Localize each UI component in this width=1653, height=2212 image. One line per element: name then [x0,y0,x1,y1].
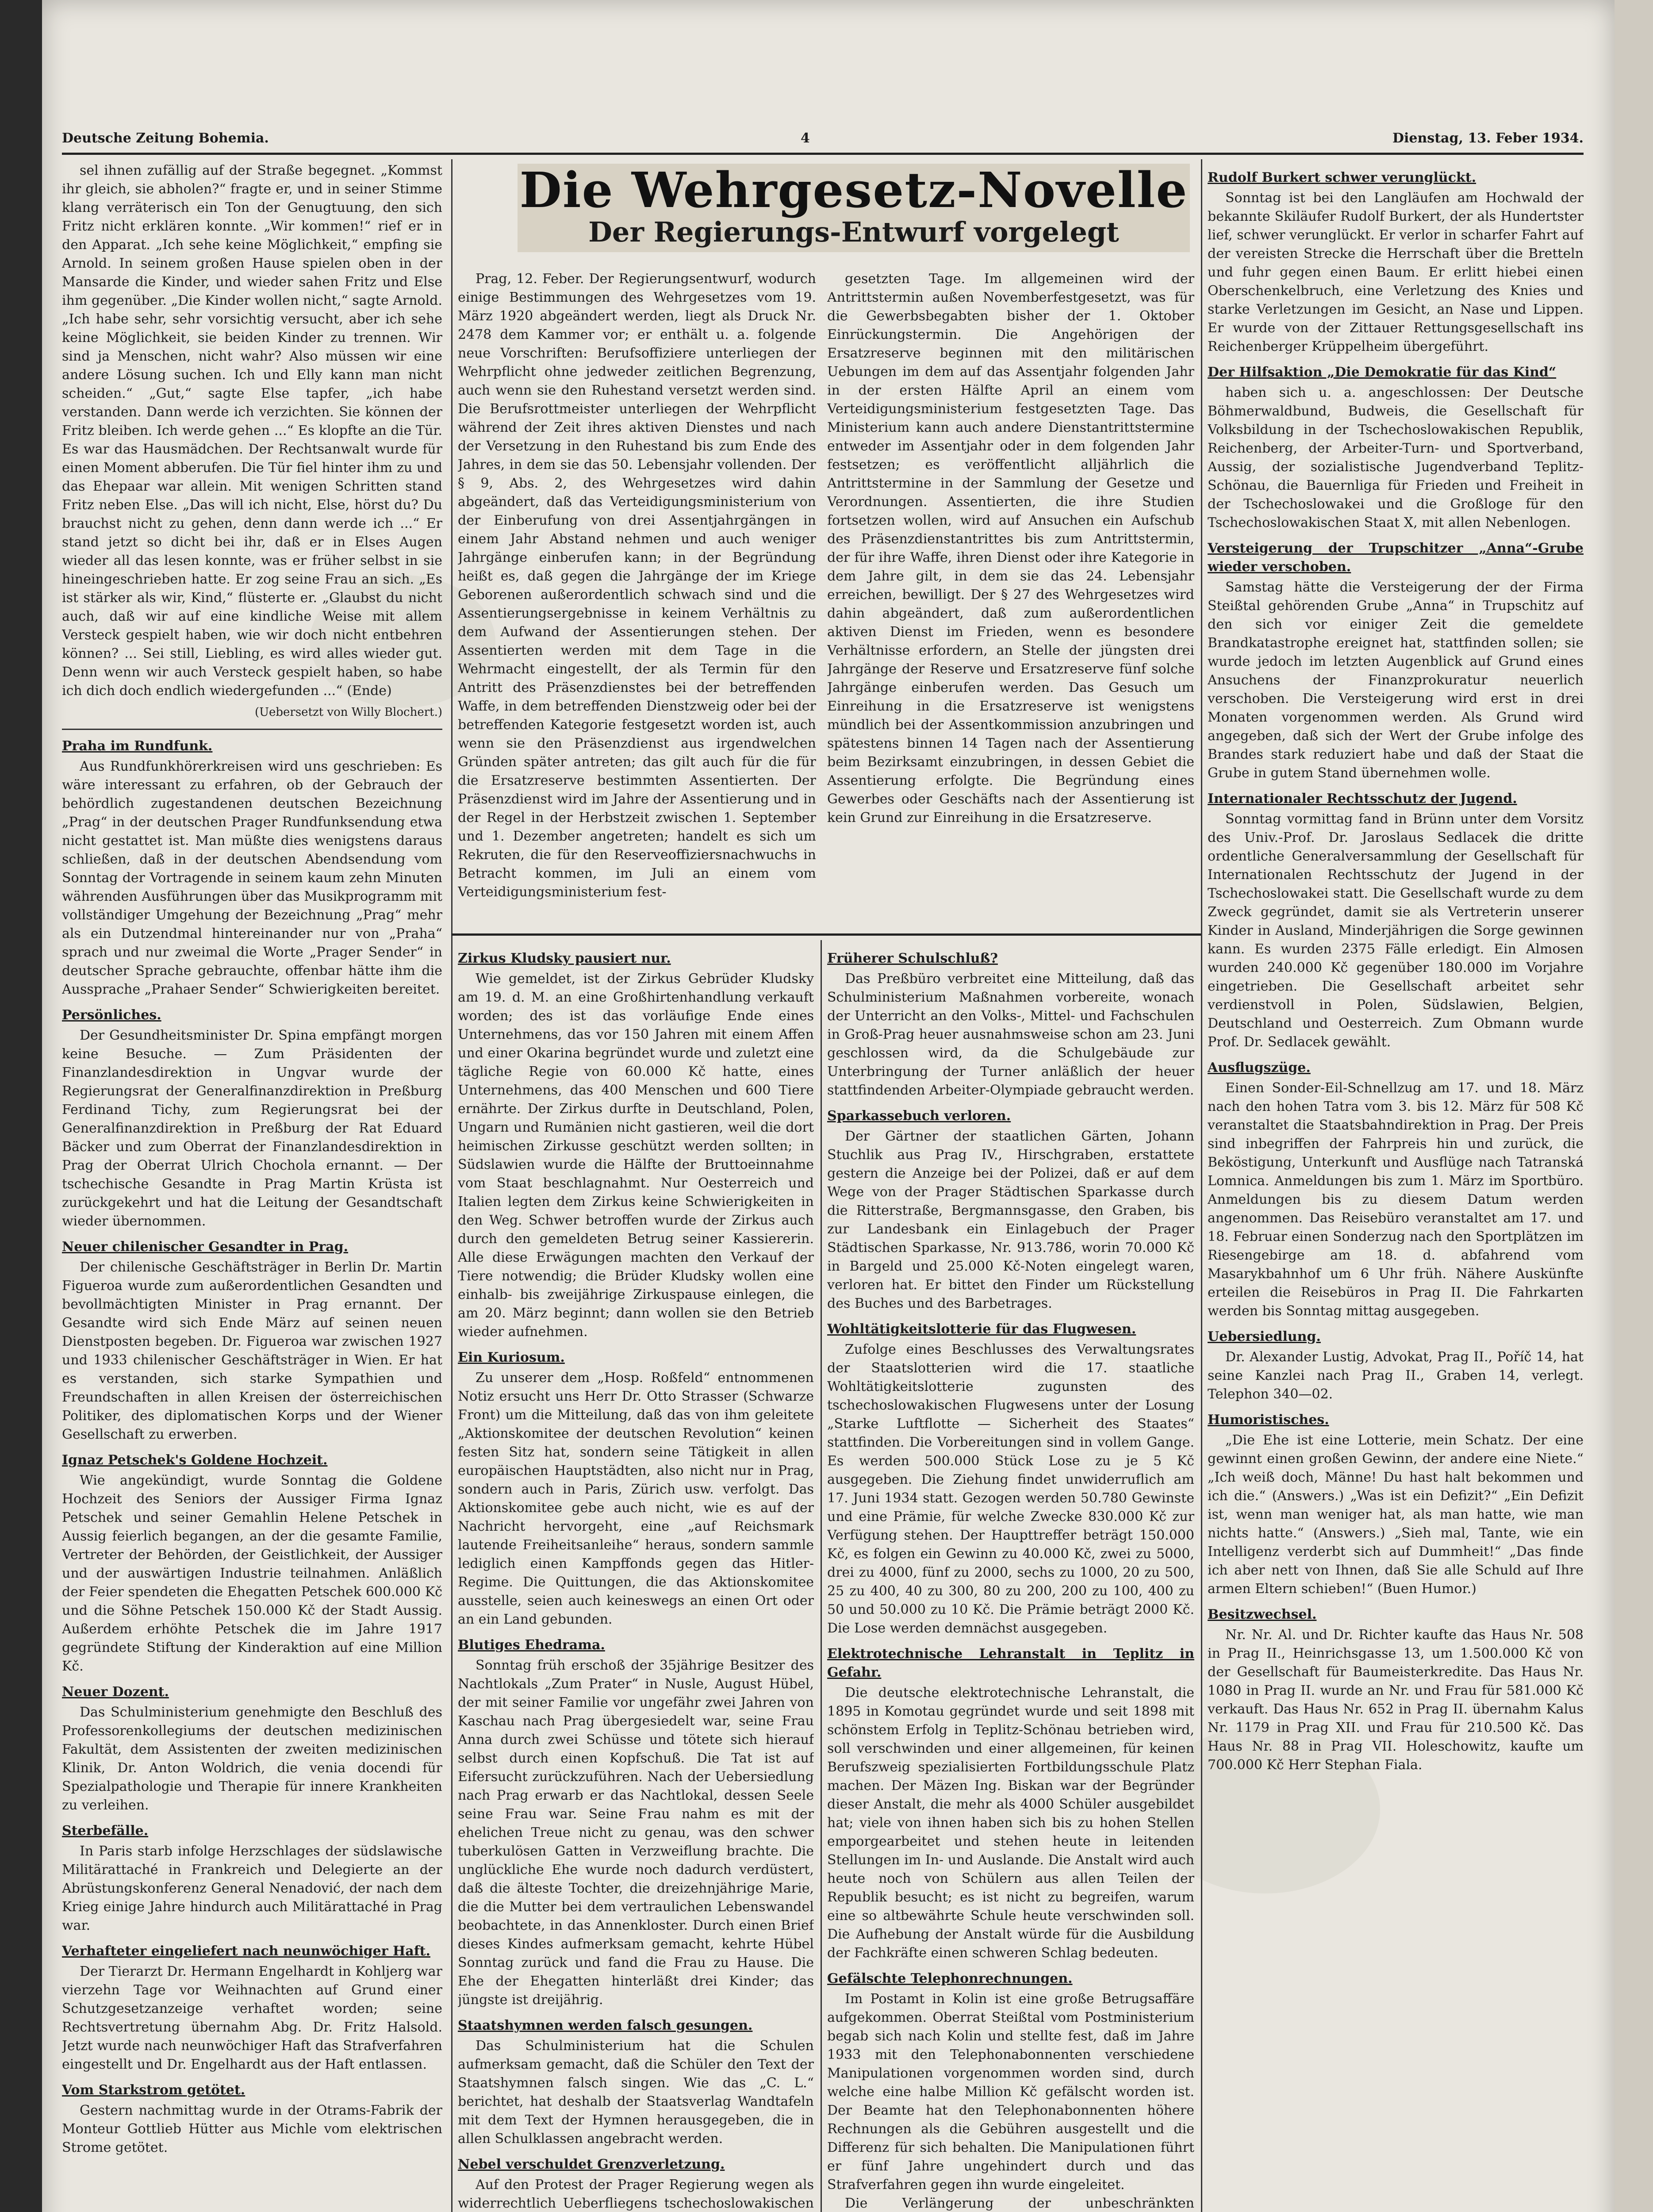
lead-text-b: gesetzten Tage. Im allgemeinen wird der Antrittstermin außen Novemberfestgesetzt, was für die Gewerbsbegabten bisher der 1. Oktober Einrückungstermin. Die Angehörigen der Ersatzreserve beginnen mit den militärischen Uebungen im dem auf das Assentjahr folgenden Jahr in der ersten Hälfte April an einem vom Verteidigungsministerium festgesetzten Tage. Das Ministerium kann auch andere Dienstantrittstermine entweder im Assentjahr oder in dem folgenden Jahr festsetzen; es veröffentlicht alljährlich die Antrittstermine in der Sammlung der Gesetze und Verordnungen. Assentierten, die ihre Studien fortsetzen wollen, wird auf Ansuchen ein Aufschub des Präsenzdienstantrittes bis zum Antrittstermin, der für ihre Waffe, ihren Dienst oder ihre Kategorie in dem Jahre gilt, in dem sie das 24. Lebensjahr erreichen, bewilligt. Der § 27 des Wehrgesetzes wird dahin abgeändert, daß zum außerordentlichen aktiven Dienst im Frieden, wenn es besondere Verhältnisse erfordern, an Stelle der jüngsten drei Jahrgänge der Reserve und Ersatzreserve fünf solche Jahrgänge einberufen werden. Das Gesuch um Einreihung in die Ersatzreserve ist wenigstens mündlich bei der Assentkommission anzubringen und spätestens binnen 14 Tagen nach der Assentierung beim Bezirksamt einzubringen, in dessen Gebiet die Assentierung erfolgte. Die Begründung eines Gewerbes oder Geschäfts nach der Assentierung ist kein Grund zur Einreihung in die Ersatzreserve. [827,271,1194,826]
radio-text: Aus Rundfunkhörerkreisen wird uns geschrieben: Es wäre interessant zu erfahren, ob der Gebrauch der behördlich zugestandenen deutschen Bezeichnung „Prag“ in der deutschen Prager Rundfunksendung etwa nicht gestattet ist. Man müßte dies wenigstens daraus schließen, daß in der deutschen Abendsendung vom Sonntag der Vortragende in seinem kaum zehn Minuten währenden Ausführungen über das Musikprogramm mit vollständiger Umgehung der Bezeichnung „Prag“ mehr als ein Dutzendmal hintereinander nur von „Praha“ sprach und nur zweimal die Worte „Prager Sender“ in deutscher Sprache gebrauchte, offenbar hätte ihm die Aussprache „Prahaer Sender“ Schwierigkeiten bereitet. [62,759,442,997]
heading-lotto: Wohltätigkeitslotterie für das Flugwesen. [827,1321,1136,1337]
heading-strom: Vom Starkstrom getötet. [62,2082,245,2098]
heading-radio: Praha im Rundfunk. [62,738,213,754]
footer-note: Die Verlängerung der unbeschränkten [845,2196,1194,2211]
story-text: sel ihnen zufällig auf der Straße begegnet. „Kommst ihr gleich, sie abholen?“ fragte er, und in seiner Stimme klang verräterisch ein Ton der Genugtuung, den sich Fritz nicht erklären konnte. „Wir kommen!“ rief er in den Apparat. „Ich sehe keine Möglichkeit,“ empfing sie Arnold. In seinem großen Hause spielen oben in der Mansarde die Kinder, und wieder sahen Fritz und Else ihm gegenüber. „Die Kinder wollen nicht,“ sagte Arnold. „Ich habe sehr, sehr vorsichtig versucht, aber ich sehe keine Möglichkeit, sie beiden Kinder zu trennen. Wir sind ja Menschen, nicht wahr? Also müssen wir eine andere Lösung suchen. Ich und Elly kann man nicht scheiden.“ „Gut,“ sagte Else tapfer, „ich habe verstanden. Dann werde ich verzichten. Sie können der Fritz bleiben. Ich werde gehen ...“ Es klopfte an die Tür. Es war das Hausmädchen. Der Rechtsanwalt wurde für einen Moment abberufen. Die Tür fiel hinter ihm zu und das Ehepaar war allein. Mit wenigen Schritten stand Fritz neben Else. „Das will ich nicht, Else, hörst du? Du brauchst nicht zu gehen, denn dann werde ich ...“ Er stand jetzt so dicht bei ihr, daß er in Elses Augen wieder all das lesen konnte, was er früher selbst in sie hineingeschrieben hatte. Er zog seine Frau an sich. „Es ist stärker als wir, Kind,“ flüsterte er. „Glaubst du nicht auch, daß wir auf eine kindliche Weise mit allem Versteck gespielt haben, wie wir doch nicht entbehren können? ... Sei still, Liebling, es wird alles wieder gut. Denn wenn wir auch Versteck gespielt haben, so habe ich dich doch endlich wiedergefunden ...“ (Ende) [62,163,442,699]
heading-ueber: Uebersiedlung. [1208,1329,1321,1344]
lead-text-a: Prag, 12. Feber. Der Regierungsentwurf, wodurch einige Bestimmungen des Wehrgesetzes vom 19. März 1920 abgeändert werden, liegt als Druck Nr. 2478 dem Kammer vor; er enthält u. a. folgende neue Vorschriften: Berufsoffiziere unterliegen der Wehrpflicht ohne jedweder zeitlichen Begrenzung, auch wenn sie den Ruhestand versetzt werden sind. Die Berufsrottmeister unterliegen der Wehrpflicht während der Zeit ihres aktiven Dienstes und nach der Versetzung in den Ruhestand bis zum Ende des Jahres, in dem sie das 50. Lebensjahr vollenden. Der § 9, Abs. 2, des Wehrgesetzes wird dahin abgeändert, daß das Verteidigungsministerium von der Einberufung von drei Assentjahrgängen in einem Jahr Abstand nehmen und auch weniger Jahrgänge einberufen kann; in der Begründung heißt es, daß gegen die Jahrgänge der im Kriege Geborenen außerordentlich schwach sind und die Assentierungsergebnisse in keinem Verhältnis zu dem Aufwand der Assentierungen stehen. Der Assentierten werden mit dem Tage in die Wehrmacht eingestellt, der als Termin für den Antritt des Präsenzdienstes bei der betreffenden Waffe, in dem betreffenden Dienstzweig oder bei der betreffenden Kategorie festgesetzt worden ist, auch wenn sie den Präsenzdienst aus irgendwelchen Gründen später antreten; das gilt auch für die für die Ersatzreserve bestimmten Assentierten. Der Präsenzdienst wird im Jahre der Assentierung und in der Regel in der Herbstzeit zwischen 1. September und 1. Dezember angetreten; handelt es sich um Rekruten, die für den Reserveoffiziersnachwuchs in Betracht kommen, im Juli an einem vom Verteidigungsministerium fest- [458,271,816,900]
deaths-text: In Paris starb infolge Herzschlages der südslawische Militärattaché in Frankreich und Delegierte an der Abrüstungskonferenz General Nenadović, der nach dem Krieg einige Jahre hindurch auch Militärattaché in Prag war. [62,1843,442,1933]
strom-text: Gestern nachmittag wurde in der Otrams-Fabrik der Monteur Gottlieb Hütter aus Michle vom elektrischen Strome getötet. [62,2103,442,2155]
newspaper-name: Deutsche Zeitung Bohemia. [62,131,269,146]
heading-hymnen: Staatshymnen werden falsch gesungen. [458,2018,753,2033]
heading-nebel: Nebel verschuldet Grenzverletzung. [458,2157,725,2172]
divider [62,729,442,730]
heading-spar: Sparkassebuch verloren. [827,1108,1011,1124]
heading-jugend: Internationaler Rechtsschutz der Jugend. [1208,791,1517,806]
headline-subtitle: Der Regierungs-Entwurf vorgelegt [588,216,1119,248]
column-rule [821,940,822,2212]
heading-chile: Neuer chilenischer Gesandter in Prag. [62,1239,349,1255]
heading-grube: Versteigerung der Trupschitzer „Anna“-Grube wieder verschoben. [1208,541,1584,575]
personal-text: Der Gesundheitsminister Dr. Spina empfängt morgen keine Besuche. — Zum Präsidenten der Finanzlandesdirektion in Ungvar wurde der Regierungsrat der Generalfinanzdirektion in Preßburg Ferdinand Tichy, zum Regierungsrat bei der Generalfinanzdirektion in Preßburg der Rat Eduard Bäcker und zum Oberrat der Finanzlandesdirektion in Prag der Oberrat Ulrich Chochola ernannt. — Der tschechische Gesandte in Prag Martin Krüsta ist zurückgekehrt und hat die Leitung der Gesandtschaft wieder übernommen. [62,1028,442,1229]
page-edge [1615,0,1653,2212]
section-rule [451,933,1201,936]
heading-besitz: Besitzwechsel. [1208,1607,1317,1622]
column-right-middle [827,942,1194,2212]
heading-dozent: Neuer Dozent. [62,1684,169,1700]
heading-arrest: Verhafteter eingeliefert nach neunwöchiger Haft. [62,1943,430,1959]
lead-column-a [458,270,816,929]
column-left [62,161,442,2212]
spar-text: Der Gärtner der staatlichen Gärten, Johann Stuchlik aus Prag IV., Hirschgraben, erstattete gestern die Anzeige bei der Polizei, daß er auf dem Wege von der Prager Städtischen Sparkasse durch die Ritterstraße, Bergmannsgasse, den Graben, bis zur Landesbank ein Einlagebuch der Prager Städtischen Sparkasse, Nr. 913.786, worin 70.000 Kč in Bargeld und 25.000 Kč-Noten eingelegt waren, verloren hat. Er bittet den Finder um Rückstellung des Buches und des Barbetrages. [827,1129,1194,1311]
heading-telefon: Gefälschte Telephonrechnungen. [827,1971,1073,1986]
jugend-text: Sonntag vormittag fand in Brünn unter dem Vorsitz des Univ.-Prof. Dr. Jaroslaus Sedlacek die dritte ordentliche Generalversammlung der Gesellschaft für Internationalen Rechtsschutz der Jugend in der Tschechoslowakei statt. Die Gesellschaft wurde zu dem Zweck gegründet, damit sie als Vertreterin unserer Kinder in Ausland, Minderjährigen die Sorge gewinnen kann. Es wurden 2375 Fälle erledigt. Ein Almosen wurden 240.000 Kč gegenüber 180.000 im Vorjahre eingetrieben. Die Gesellschaft arbeitet sehr verdienstvoll in Polen, Südslawien, Belgien, Deutschland und Oesterreich. Zum Obmann wurde Prof. Dr. Sedlacek gewählt. [1208,811,1584,1050]
heading-frueh: Früherer Schulschluß? [827,951,998,966]
lotto-text: Zufolge eines Beschlusses des Verwaltungsrates der Staatslotterien wird die 17. staatliche Wohltätigkeitslotterie zugunsten des tschechoslowakischen Flugwesens unter der Losung „Starke Luftflotte — Sicherheit des Staates“ stattfinden. Die Vorbereitungen sind in vollem Gange. Es werden 500.000 Stück Lose zu je 5 Kč ausgegeben. Die Ziehung findet unwiderruflich am 17. Juni 1934 statt. Gezogen werden 50.780 Gewinste und eine Prämie, für welche Zwecke 830.000 Kč zur Verfügung stehen. Der Haupttreffer beträgt 150.000 Kč, es folgen ein Gewinn zu 40.000 Kč, zwei zu 5000, drei zu 4000, fünf zu 2000, sechs zu 1000, 20 zu 500, 25 zu 400, 40 zu 300, 80 zu 200, 200 zu 100, 400 zu 50 und 50.000 zu 10 Kč. Die Prämie beträgt 2000 Kč. Die Lose werden demnächst ausgegeben. [827,1342,1194,1636]
masthead [62,126,1584,155]
dozent-text: Das Schulministerium genehmigte den Beschluß des Professorenkollegiums der deutschen medizinischen Fakultät, dem Assistenten der zweiten medizinischen Klinik, Dr. Anton Woldrich, die venia docendi für Spezialpathologie und Therapie für innere Krankheiten zu verleihen. [62,1705,442,1813]
besitz-text: Nr. Nr. Al. und Dr. Richter kaufte das Haus Nr. 508 in Prag II., Heinrichsgasse 13, um 1.500.000 Kč von der Gesellschaft für Baumeisterkredite. Das Haus Nr. 1080 in Prag II. wurde an Nr. und Frau für 581.000 Kč verkauft. Das Haus Nr. 652 in Prag II. übernahm Kalus Nr. 1179 in Prag XII. und Frau für 210.500 Kč. Das Haus Nr. 88 in Prag VII. Holeschowitz, kaufte um 700.000 Kč Herr Stephan Fiala. [1208,1627,1584,1773]
ausflug-text: Einen Sonder-Eil-Schnellzug am 17. und 18. März nach den hohen Tatra vom 3. bis 12. März für 508 Kč veranstaltet die Staatsbahndirektion in Prag. Der Preis sind inbegriffen der Fahrpreis hin und zurück, die Beköstigung, Unterkunft und Ausflüge nach Tatranská Lomnica. Anmeldungen bis zum 1. März im Sportbüro. Anmeldungen bis zu diesem Datum werden angenommen. Das Reisebüro veranstaltet am 17. und 18. Februar einen Sonderzug nach den Sportplätzen im Riesengebirge am 18. d. abfahrend vom Masarykbahnhof um 6 Uhr früh. Nähere Auskünfte erteilen die Reisebüros in Prag II. Die Fahrkarten werden bis Sonntag mittag ausgegeben. [1208,1080,1584,1319]
burkert-text: Sonntag ist bei den Langläufen am Hochwald der bekannte Skiläufer Rudolf Burkert, der als Hundertster lief, schwer verunglückt. Er verlor in scharfer Fahrt auf der vereisten Strecke die Herrschaft über die Bretteln und fuhr gegen einen Baum. Er erlitt hiebei einen Oberschenkelbruch, eine Verletzung des Knies und starke Verletzungen im Gesicht, an Nase und Lippen. Er wurde von der Zittauer Rettungsgesellschaft ins Reichenberger Krüppelheim übergeführt. [1208,190,1584,354]
heading-zirkus: Zirkus Kludsky pausiert nur. [458,951,671,966]
heading-humor: Humoristisches. [1208,1412,1329,1428]
drama-text: Sonntag früh erschoß der 35jährige Besitzer des Nachtlokals „Zum Prater“ in Nusle, August Hübel, der mit seiner Familie vor ungefähr zwei Jahren von Kaschau nach Prag übergesiedelt war, seine Frau Anna durch zwei Schüsse und tötete sich hierauf selbst durch einen Kopfschuß. Die Tat ist auf Eifersucht zurückzuführen. Nach der Uebersiedlung nach Prag erwarb er das Nachtlokal, dessen Seele seine Frau war. Seine Frau nahm es mit der ehelichen Treue nicht zu genau, was den schwer tuberkulösen Gatten in Verzweiflung brachte. Die unglückliche Ehe wurde noch dadurch verdüstert, daß die älteste Tochter, die dreizehnjährige Marie, die die Mutter bei dem vertraulichen Lebenswandel beobachtete, in das Annenkloster. Durch einen Brief dieses Kindes aufmerksam gemacht, kehrte Hübel Sonntag zurück und fand die Frau zu Hause. Die Ehe der Ehegatten hinterläßt drei Kinder; das jüngste ist dreijährig. [458,1658,814,2008]
heading-personal: Persönliches. [62,1007,161,1023]
issue-date: Dienstag, 13. Feber 1934. [1392,131,1584,146]
grube-text: Samstag hätte die Versteigerung der der Firma Steißtal gehörenden Grube „Anna“ in Trupschitz auf den sich vor einiger Zeit die gemeldete Brandkatastrophe ereignet hat, stattfinden sollen; sie wurde jedoch im letzten Augenblick auf Grund eines Ansuchens der Finanzprokuratur neuerlich verschoben. Die Versteigerung wird erst in drei Monaten vorgenommen werden. Als Grund wird angegeben, daß sich der Wert der Grube infolge des Brandes stark reduziert habe und daß der Staat die Grube in gutem Stand übernehmen wolle. [1208,580,1584,781]
column-right [1208,161,1584,2212]
arrest-text: Der Tierarzt Dr. Hermann Engelhardt in Kohljerg war vierzehn Tage vor Weihnachten auf Grund einer Schutzgesetzanzeige verhaftet worden; seine Rechtsvertretung übernahm Abg. Dr. Fritz Halsold. Jetzt wurde nach neunwöchiger Haft das Strafverfahren eingestellt und Dr. Engelhardt aus der Haft entlassen. [62,1964,442,2072]
story-byline: (Uebersetzt von Willy Blochert.) [254,706,442,719]
column-middle [458,942,814,2212]
heading-deaths: Sterbefälle. [62,1823,149,1839]
heading-ausflug: Ausflugszüge. [1208,1060,1311,1075]
lead-column-b [827,270,1194,929]
hilfe-text: haben sich u. a. angeschlossen: Der Deutsche Böhmerwaldbund, Budweis, die Gesellschaft für Volksbildung in der Tschechoslowakischen Republik, Reichenberg, der Arbeiter-Turn- und Sportverband, Aussig, der sozialistische Jugendverband Teplitz-Schönau, die Bauernliga für Frieden und Freiheit in der Tschechoslowakei und die Großloge für den Tschechoslowakischen Staat X, mit allen Nebenlogen. [1208,385,1584,530]
hymnen-text: Das Schulministerium hat die Schulen aufmerksam gemacht, daß die Schüler den Text der Staatshymnen falsch singen. Wie das „C. L.“ berichtet, hat deshalb der Staatsverlag Wandtafeln mit dem Text der Hymnen herausgegeben, die in allen Schulklassen angebracht werden. [458,2038,814,2147]
headline-title: Die Wehrgesetz-Novelle [519,161,1188,219]
telefon-text: Im Postamt in Kolin ist eine große Betrugsaffäre aufgekommen. Oberrat Steißtal vom Postministerium begab sich nach Kolin und stellte fest, daß im Jahre 1933 mit den Telephonabonnenten verschiedene Manipulationen vorgenommen worden sind, durch welche eine halbe Million Kč gefälscht worden ist. Der Beamte hat den Telephonabonnenten höhere Rechnungen als die Gebühren ausgestellt und die Differenz für sich behalten. Die Manipulationen führt er fünf Jahre ungehindert durch und das Strafverfahren gegen ihn wurde eingeleitet. [827,1991,1194,2193]
wedding-text: Wie angekündigt, wurde Sonntag die Goldene Hochzeit des Seniors der Aussiger Firma Ignaz Petschek und seiner Gemahlin Helene Petschek in Aussig feierlich begangen, an der die gesamte Familie, Vertreter der Behörden, der Geistlichkeit, der Aussiger und der auswärtigen Industrie teilnahmen. Anläßlich der Feier spendeten die Ehegatten Petschek 600.000 Kč und die Söhne Petschek 150.000 Kč der Stadt Aussig. Außerdem erhöhte Petschek die im Jahre 1917 gegründete Stiftung der Kinderaktion auf eine Million Kč. [62,1473,442,1674]
humor-text: „Die Ehe ist eine Lotterie, mein Schatz. Der eine gewinnt einen großen Gewinn, der andere eine Niete.“ „Ich weiß doch, Männe! Du hast halt bekommen und ich die.“ (Answers.) „Was ist ein Defizit?“ „Ein Defizit ist, wenn man weniger hat, als man hatte, wie man nichts hatte.“ (Answers.) „Sieh mal, Tante, wie ein Intelligenz verderbt sich auf Dummheit!“ „Das finde ich aber nett von Ihnen, daß Sie alle Schuld auf Ihre armen Eltern schieben!“ (Buen Humor.) [1208,1432,1584,1597]
heading-wedding: Ignaz Petschek's Goldene Hochzeit. [62,1452,328,1468]
teplitz-text: Die deutsche elektrotechnische Lehranstalt, die 1895 in Komotau gegründet wurde und seit 1898 mit schönstem Erfolg in Teplitz-Schönau betrieben wird, soll verschwinden und einer allgemeinen, für keinen Berufszweig spezialisierten Fortbildungsschule Platz machen. Der Mäzen Ing. Biskan war der Begründer dieser Anstalt, die mehr als 4000 Schüler ausgebildet hat; viele von ihnen haben sich bis zu hohen Stellen emporgearbeitet und stehen heute in leitenden Stellungen im In- und Auslande. Die Anstalt wird auch heute noch von Schülern aus allen Teilen der Republik besucht; es ist nicht zu begreifen, warum eine so altbewährte Schule heute verschwinden soll. Die Aufhebung der Anstalt würde für die Ausbildung der Fachkräfte einen schweren Schlag bedeuten. [827,1685,1194,1961]
heading-teplitz: Elektrotechnische Lehranstalt in Teplitz in Gefahr. [827,1646,1194,1680]
chile-text: Der chilenische Geschäftsträger in Berlin Dr. Martin Figueroa wurde zum außerordentlichen Gesandten und bevollmächtigten Minister in Prag ernannt. Der Gesandte wird sich Ende März auf seinen neuen Dienstposten begeben. Dr. Figueroa war zwischen 1927 und 1933 chilenischer Geschäftsträger in Wien. Er hat es verstanden, sich starke Sympathien und Freundschaften in allen Kreisen der österreichischen Politiker, des diplomatischen Korps und der Wiener Gesellschaft zu erwerben. [62,1260,442,1442]
heading-kurios: Ein Kuriosum. [458,1350,565,1365]
zirkus-text: Wie gemeldet, ist der Zirkus Gebrüder Kludsky am 19. d. M. an eine Großhirtenhandlung verkauft worden; des ist das vorläufige Ende eines Unternehmens, das vor 150 Jahren mit einem Affen und einer Okarina begründet wurde und zuletzt eine tägliche Regie von 60.000 Kč hatte, eines Unternehmens, das 400 Menschen und 600 Tiere ernährte. Der Zirkus durfte in Deutschland, Polen, Ungarn und Rumänien nicht gastieren, weil die dort heimischen Zirkusse geschützt werden sollten; in Südslawien wurde die Hälfte der Bruttoeinnahme vom Staat beschlagnahmt. Nur Oesterreich und Italien legten dem Zirkus keine Schwierigkeiten in den Weg. Schwer betroffen wurde der Zirkus auch durch den gemeldeten Betrug seiner Kassiererin. Alle diese Erwägungen machten den Verkauf der Tiere notwendig; die Brüder Kludsky wollen eine einhalb- bis zweijährige Zirkuspause einlegen, die am 20. März beginnt; dann wollen sie den Betrieb wieder aufnehmen. [458,971,814,1340]
heading-hilfe: Der Hilfsaktion „Die Demokratie für das Kind“ [1208,365,1557,380]
headline-box [518,161,1190,252]
heading-drama: Blutiges Ehedrama. [458,1637,605,1653]
heading-burkert: Rudolf Burkert schwer verunglückt. [1208,170,1477,185]
page-number: 4 [801,131,810,146]
ueber-text: Dr. Alexander Lustig, Advokat, Prag II., Poříč 14, hat seine Kanzlei nach Prag II., Graben 14, verlegt. Telephon 340—02. [1208,1349,1584,1402]
column-rule [1201,159,1202,2212]
kurios-text: Zu unserer dem „Hosp. Roßfeld“ entnommenen Notiz ersucht uns Herr Dr. Otto Strasser (Schwarze Front) um die Mitteilung, daß das von ihm geleitete „Aktionskomitee der deutschen Revolution“ keinen festen Sitz hat, sondern seine Tätigkeit in allen europäischen Hauptstädten, also nicht nur in Prag, sondern auch in Paris, Zürich usw. verfolgt. Das Aktionskomitee gebe auch nicht, wie es auf der Nachricht hervorgeht, eine „auf Reichsmark lautende Freiheitsanleihe“ heraus, sondern sammle lediglich einen Kampffonds gegen das Hitler-Regime. Die Quittungen, die das Aktionskomitee ausstelle, seien auch keineswegs an einen Ort oder an ein Land gebunden. [458,1370,814,1627]
frueh-text: Das Preßbüro verbreitet eine Mitteilung, daß das Schulministerium Maßnahmen vorbereite, wonach der Unterricht an den Volks-, Mittel- und Fachschulen in Groß-Prag heuer ausnahmsweise schon am 23. Juni geschlossen wird, da die Schulgebäude zur Unterbringung der Turner anläßlich der heuer stattfindenden Arbeiter-Olympiade gebraucht werden. [827,971,1194,1098]
column-rule [451,159,453,2212]
nebel-text: Auf den Protest der Prager Regierung wegen als widerrechtlich Ueberfliegens tschechoslowakischen [458,2177,814,2211]
